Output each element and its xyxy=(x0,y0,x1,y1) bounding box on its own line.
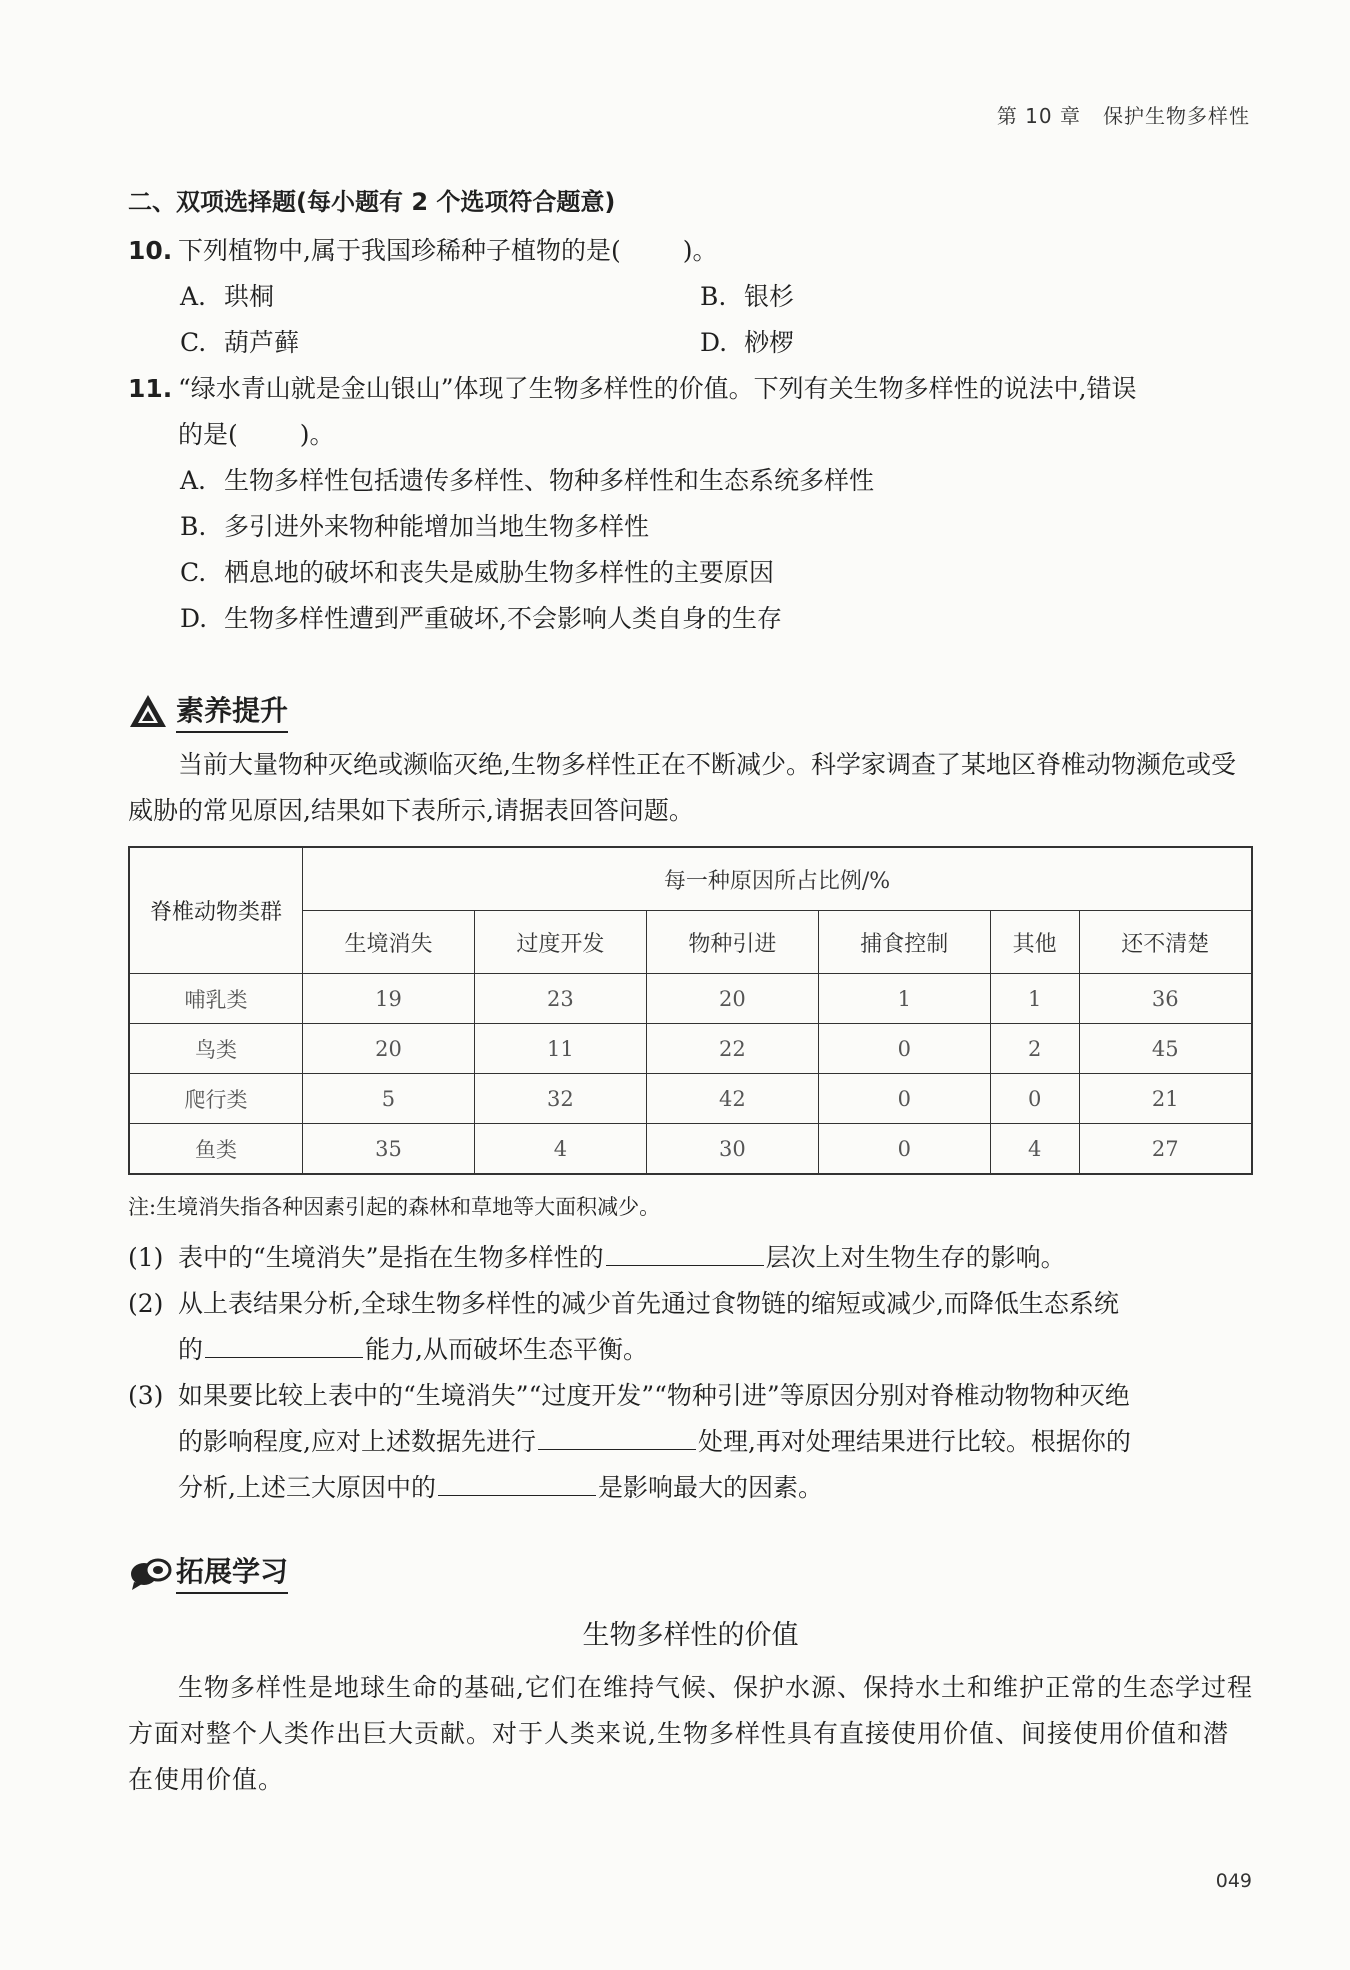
table-cell: 0 xyxy=(818,1124,990,1175)
table-column-header: 其他 xyxy=(990,911,1079,974)
section-heading-double-choice: 二、双项选择题(每小题有 2 个选项符合题意) xyxy=(128,188,616,216)
page-number: 049 xyxy=(1215,1870,1252,1892)
sub-question-text: 层次上对生物生存的影响。 xyxy=(765,1243,1066,1272)
fill-blank[interactable] xyxy=(538,1421,696,1450)
fill-blank[interactable] xyxy=(606,1237,764,1266)
table-cell: 1 xyxy=(818,974,990,1024)
table-column-header: 过度开发 xyxy=(474,911,646,974)
option-letter: B. xyxy=(700,282,727,311)
extension-title: 生物多样性的价值 xyxy=(582,1620,799,1651)
option-letter: B. xyxy=(180,512,207,541)
table-row-group: 哺乳类 xyxy=(129,974,303,1024)
literacy-intro: 当前大量物种灭绝或濒临灭绝,生物多样性正在不断减少。科学家调查了某地区脊椎动物濒危或受威胁的常见原因,结果如下表所示,请据表回答问题。 xyxy=(128,750,1236,825)
table-row xyxy=(129,1074,1252,1124)
sub-question-text: 能力,从而破坏生态平衡。 xyxy=(365,1335,648,1364)
sub-question-3 xyxy=(128,1373,1253,1511)
option-text: 多引进外来物种能增加当地生物多样性 xyxy=(224,512,650,541)
option-text: 桫椤 xyxy=(744,328,795,357)
table-cell: 0 xyxy=(818,1074,990,1124)
table-row xyxy=(129,1024,1252,1074)
running-head xyxy=(997,100,1250,129)
table-row-group: 鱼类 xyxy=(129,1124,303,1175)
table-cell: 32 xyxy=(474,1074,646,1124)
sub-question-number: (1) xyxy=(128,1243,164,1272)
sub-question-number: (2) xyxy=(128,1289,164,1318)
table-row xyxy=(129,1124,1252,1175)
table-cell: 42 xyxy=(646,1074,818,1124)
table-cell: 11 xyxy=(474,1024,646,1074)
question-number: 10. xyxy=(128,236,173,265)
table-header-group: 脊椎动物类群 xyxy=(129,847,303,974)
option-text: 生物多样性遭到严重破坏,不会影响人类自身的生存 xyxy=(224,604,782,633)
mountain-triangle-icon xyxy=(128,691,168,731)
sub-question-text: 的影响程度,应对上述数据先进行 xyxy=(178,1427,536,1456)
option-letter: A. xyxy=(180,466,207,495)
table-cell: 20 xyxy=(303,1024,475,1074)
table-column-header: 生境消失 xyxy=(303,911,475,974)
table-cell: 4 xyxy=(990,1124,1079,1175)
sub-question-text: 分析,上述三大原因中的 xyxy=(178,1473,436,1502)
option-d xyxy=(180,596,1253,642)
option-letter: A. xyxy=(180,282,207,311)
extension-paragraph: 生物多样性是地球生命的基础,它们在维持气候、保护水源、保持水土和维护正常的生态学过程方面对整个人类作出巨大贡献。对于人类来说,生物多样性具有直接使用价值、间接使用价值和潜在使用价值。 xyxy=(128,1673,1253,1794)
literacy-section-heading xyxy=(128,686,1253,736)
option-c xyxy=(180,550,1253,596)
table-cell: 27 xyxy=(1079,1124,1252,1175)
question-11 xyxy=(128,366,1253,642)
option-c xyxy=(180,320,700,366)
table-cell: 5 xyxy=(303,1074,475,1124)
table-header-span: 每一种原因所占比例/% xyxy=(303,847,1253,911)
question-number: 11. xyxy=(128,374,173,403)
sub-question-text: 是影响最大的因素。 xyxy=(597,1473,823,1502)
option-letter: C. xyxy=(180,328,207,357)
option-a xyxy=(180,274,700,320)
table-cell: 0 xyxy=(990,1074,1079,1124)
question-stem-end: )。 xyxy=(682,236,718,265)
question-10 xyxy=(128,228,1253,366)
question-stem: “绿水青山就是金山银山”体现了生物多样性的价值。下列有关生物多样性的说法中,错误 xyxy=(178,374,1137,403)
extension-section-heading xyxy=(128,1547,1253,1597)
option-letter: D. xyxy=(180,604,208,633)
table-row-group: 鸟类 xyxy=(129,1024,303,1074)
sub-question-number: (3) xyxy=(128,1381,164,1410)
option-b xyxy=(700,274,1220,320)
option-text: 生物多样性包括遗传多样性、物种多样性和生态系统多样性 xyxy=(224,466,875,495)
question-stem-end: )。 xyxy=(299,420,335,449)
sub-question-text: 如果要比较上表中的“生境消失”“过度开发”“物种引进”等原因分别对脊椎动物物种灭绝 xyxy=(178,1381,1130,1410)
table-cell: 35 xyxy=(303,1124,475,1175)
table-cell: 19 xyxy=(303,974,475,1024)
sub-question-1 xyxy=(128,1235,1253,1281)
page-content xyxy=(128,182,1253,1803)
table-column-header: 物种引进 xyxy=(646,911,818,974)
fill-blank[interactable] xyxy=(205,1329,363,1358)
table-cell: 21 xyxy=(1079,1074,1252,1124)
table-column-header: 还不清楚 xyxy=(1079,911,1252,974)
threat-cause-table xyxy=(128,846,1253,1175)
option-d xyxy=(700,320,1220,366)
sub-question-text: 从上表结果分析,全球生物多样性的减少首先通过食物链的缩短或减少,而降低生态系统 xyxy=(178,1289,1119,1318)
table-cell: 0 xyxy=(818,1024,990,1074)
question-stem-line2: 的是( xyxy=(178,420,238,449)
option-text: 栖息地的破坏和丧失是威胁生物多样性的主要原因 xyxy=(224,558,775,587)
option-text: 银杉 xyxy=(744,282,795,311)
table-cell: 20 xyxy=(646,974,818,1024)
option-text: 葫芦藓 xyxy=(224,328,300,357)
sub-question-text: 表中的“生境消失”是指在生物多样性的 xyxy=(178,1243,604,1272)
table-cell: 4 xyxy=(474,1124,646,1175)
speech-bubbles-icon xyxy=(128,1552,168,1592)
question-stem: 下列植物中,属于我国珍稀种子植物的是( xyxy=(178,236,621,265)
table-row xyxy=(129,974,1252,1024)
table-cell: 30 xyxy=(646,1124,818,1175)
fill-blank[interactable] xyxy=(438,1467,596,1496)
table-note: 注:生境消失指各种因素引起的森林和草地等大面积减少。 xyxy=(128,1195,661,1219)
table-column-header: 捕食控制 xyxy=(818,911,990,974)
option-a xyxy=(180,458,1253,504)
table-cell: 22 xyxy=(646,1024,818,1074)
option-b xyxy=(180,504,1253,550)
table-cell: 2 xyxy=(990,1024,1079,1074)
extension-heading-text: 拓展学习 xyxy=(176,1550,288,1594)
chapter-title: 保护生物多样性 xyxy=(1103,104,1250,128)
sub-question-text: 处理,再对处理结果进行比较。根据你的 xyxy=(697,1427,1131,1456)
sub-question-text: 的 xyxy=(178,1335,204,1364)
table-cell: 36 xyxy=(1079,974,1252,1024)
table-row-group: 爬行类 xyxy=(129,1074,303,1124)
table-cell: 45 xyxy=(1079,1024,1252,1074)
table-cell: 1 xyxy=(990,974,1079,1024)
chapter-number: 第 10 章 xyxy=(996,104,1081,128)
option-text: 珙桐 xyxy=(224,282,275,311)
literacy-heading-text: 素养提升 xyxy=(176,689,288,733)
table-cell: 23 xyxy=(474,974,646,1024)
option-letter: C. xyxy=(180,558,207,587)
option-letter: D. xyxy=(700,328,728,357)
sub-question-2 xyxy=(128,1281,1253,1373)
